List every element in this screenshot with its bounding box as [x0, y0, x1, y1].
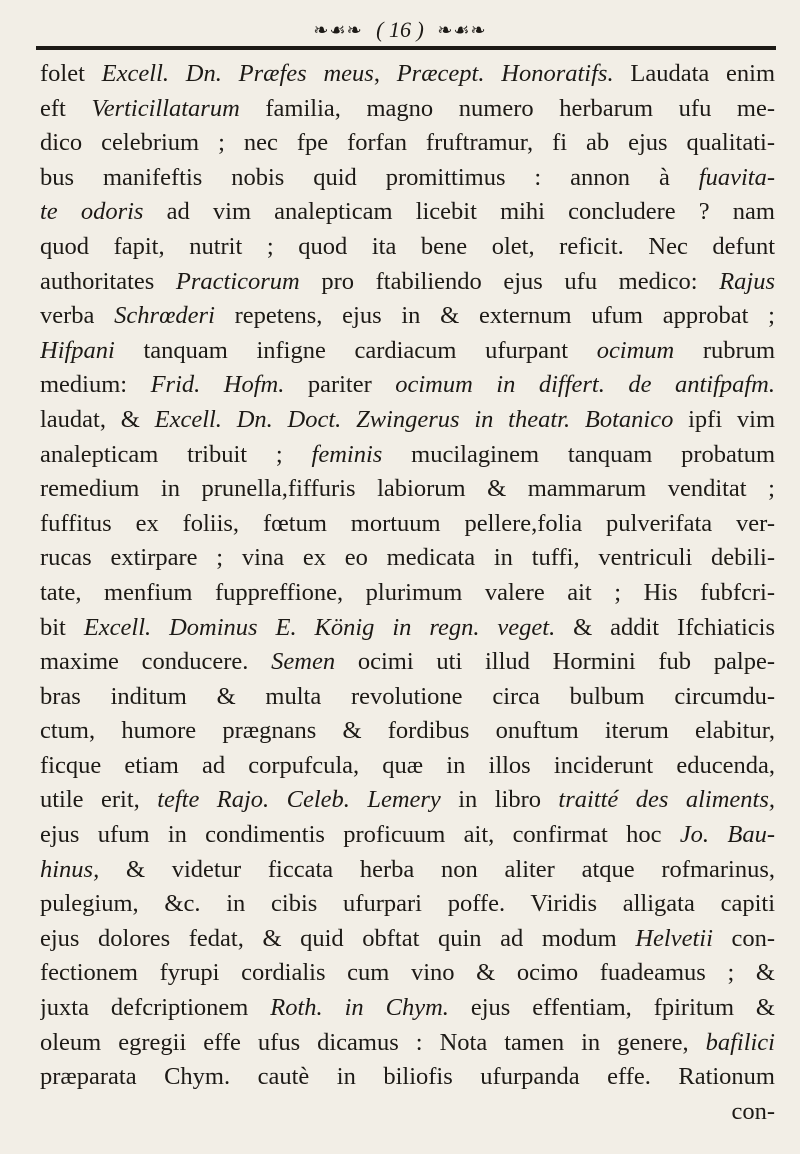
right-ornament: ❧☙❧ — [437, 19, 487, 40]
text-line — [40, 368, 775, 403]
text-run: bit — [40, 613, 84, 641]
italic-text: Frid. Hofm. — [150, 371, 285, 399]
italic-text: Helvetii — [635, 924, 713, 952]
text-run: analepticam tribuit ; — [40, 440, 312, 468]
italic-text: Jo. Bau- — [679, 821, 775, 849]
text-line — [40, 991, 775, 1026]
text-run: ejus effentiam, fpiritum & — [448, 994, 775, 1022]
italic-text: tefte Rajo. Celeb. Lemery — [157, 786, 441, 814]
italic-text: traitté des aliments, — [558, 786, 775, 814]
text-run: verba — [40, 302, 115, 330]
text-line — [40, 541, 775, 576]
text-run: ocimi uti illud Hormini fub palpe- — [335, 648, 775, 676]
text-run: fectionem fyrupi cordialis cum vino & ocimo fuadeamus ; & — [40, 959, 775, 987]
text-line — [40, 507, 775, 542]
text-run: con- — [712, 924, 775, 952]
text-run: rubrum — [674, 336, 775, 364]
text-line — [40, 195, 775, 230]
text-run: rucas extirpare ; vina ex eo medicata in tuffi, ventriculi debili- — [40, 544, 775, 572]
text-run: mucilaginem tanquam probatum — [382, 440, 775, 468]
text-run: authoritates — [40, 267, 176, 295]
text-line — [40, 783, 775, 818]
text-line — [40, 714, 775, 749]
text-line — [40, 299, 775, 334]
italic-text: hinus, — [40, 855, 100, 883]
text-run: con- — [731, 1097, 775, 1125]
text-run: ad vim analepticam licebit mihi concludere ? nam — [143, 198, 775, 226]
text-line — [40, 57, 775, 92]
text-line — [40, 611, 775, 646]
text-line — [40, 645, 775, 680]
italic-text: Schrœderi — [114, 302, 215, 330]
text-run: ejus ufum in condimentis proficuum ait, confirmat hoc — [40, 821, 680, 849]
text-line — [40, 1095, 775, 1130]
text-line — [40, 956, 775, 991]
page-header — [0, 14, 800, 44]
header-rule — [36, 46, 776, 50]
italic-text: Excell. Dn. Præfes — [101, 60, 307, 87]
text-run: fuffitus ex foliis, fœtum mortuum pellere,folia pulverifata ver- — [40, 509, 775, 537]
text-run: maxime conducere. — [40, 648, 272, 676]
italic-text: meus — [323, 60, 374, 87]
text-line — [40, 438, 775, 473]
text-run: dico celebrium ; nec fpe forfan fruftramur, fi ab ejus qualitati- — [40, 129, 775, 157]
text-line — [40, 126, 775, 161]
text-run: tate, menfium fuppreffione, plurimum valere ait ; His fubfcri- — [40, 578, 775, 606]
text-line — [40, 1026, 775, 1061]
italic-text: Practicorum — [175, 267, 300, 295]
text-run: & videtur ficcata herba non aliter atque rofmarinus, — [99, 855, 775, 883]
text-run: oleum egregii effe ufus dicamus : Nota tamen in genere, — [40, 1028, 706, 1056]
italic-text: ocimum in differt. de antifpafm. — [395, 371, 775, 399]
italic-text: Verticillatarum — [91, 94, 240, 122]
text-run: quod fapit, nutrit ; quod ita bene olet, reficit. Nec defunt — [40, 232, 775, 260]
text-line — [40, 922, 775, 957]
text-line — [40, 853, 775, 888]
text-run: , — [373, 60, 397, 87]
italic-text: te odoris — [40, 198, 144, 226]
text-line — [40, 818, 775, 853]
italic-text: Rajus — [719, 267, 775, 295]
text-line — [40, 576, 775, 611]
text-line — [40, 472, 775, 507]
italic-text: Semen — [271, 648, 336, 676]
italic-text: Hifpani — [40, 336, 115, 364]
italic-text: bafilici — [705, 1028, 775, 1056]
text-run: medium: — [40, 371, 151, 399]
text-run: laudat, & — [40, 405, 155, 433]
text-line — [40, 334, 775, 369]
text-line — [40, 230, 775, 265]
text-run: Laudata enim — [613, 60, 775, 87]
text-run: bras inditum & multa revolutione circa bulbum circumdu- — [40, 682, 775, 710]
text-run: repetens, ejus in & externum ufum approbat ; — [214, 302, 775, 330]
text-line — [40, 403, 775, 438]
italic-text: fuavita- — [698, 163, 775, 191]
left-ornament: ❧☙❧ — [313, 19, 363, 40]
text-run: tanquam infigne cardiacum ufurpant — [114, 336, 597, 364]
text-line — [40, 749, 775, 784]
text-line — [40, 92, 775, 127]
text-run: ctum, humore prægnans & fordibus onuftum iterum elabitur, — [40, 717, 775, 745]
italic-text: Roth. in Chym. — [270, 994, 449, 1022]
text-run: pulegium, &c. in cibis ufurpari poffe. Viridis alligata capiti — [40, 890, 775, 918]
text-run: bus manifeftis nobis quid promittimus : annon à — [40, 163, 699, 191]
text-run: utile erit, — [40, 786, 158, 814]
text-run: præparata Chym. cautè in biliofis ufurpanda effe. Rationum — [40, 1063, 775, 1091]
page-number: ( 16 ) — [376, 16, 424, 42]
text-line — [40, 887, 775, 922]
text-run — [307, 60, 324, 87]
text-run: pro ftabiliendo ejus ufu medico: — [299, 267, 720, 295]
body-text — [40, 57, 775, 1129]
text-run: juxta defcriptionem — [40, 994, 271, 1022]
text-line — [40, 161, 775, 196]
text-run: familia, magno numero herbarum ufu me- — [239, 94, 775, 122]
text-run: folet — [40, 60, 102, 87]
italic-text: Præcept. Honoratifs. — [396, 60, 614, 87]
text-run: eft — [40, 94, 92, 122]
text-run: ejus dolores fedat, & quid obftat quin ad modum — [40, 924, 636, 952]
italic-text: Excell. Dn. Doct. Zwingerus in theatr. Botanico — [154, 405, 674, 433]
text-run: ficque etiam ad corpufcula, quæ in illos inciderunt educenda, — [40, 751, 775, 779]
italic-text: feminis — [311, 440, 383, 468]
text-line — [40, 265, 775, 300]
italic-text: ocimum — [596, 336, 675, 364]
text-line — [40, 1060, 775, 1095]
text-run: pariter — [284, 371, 396, 399]
text-run: remedium in prunella,fiffuris labiorum & mammarum venditat ; — [40, 475, 775, 503]
text-line — [40, 680, 775, 715]
text-run: in libro — [440, 786, 559, 814]
text-run: & addit Ifchiaticis — [555, 613, 775, 641]
text-run: ipfi vim — [673, 405, 775, 433]
italic-text: Excell. Dominus E. König in regn. veget. — [83, 613, 556, 641]
